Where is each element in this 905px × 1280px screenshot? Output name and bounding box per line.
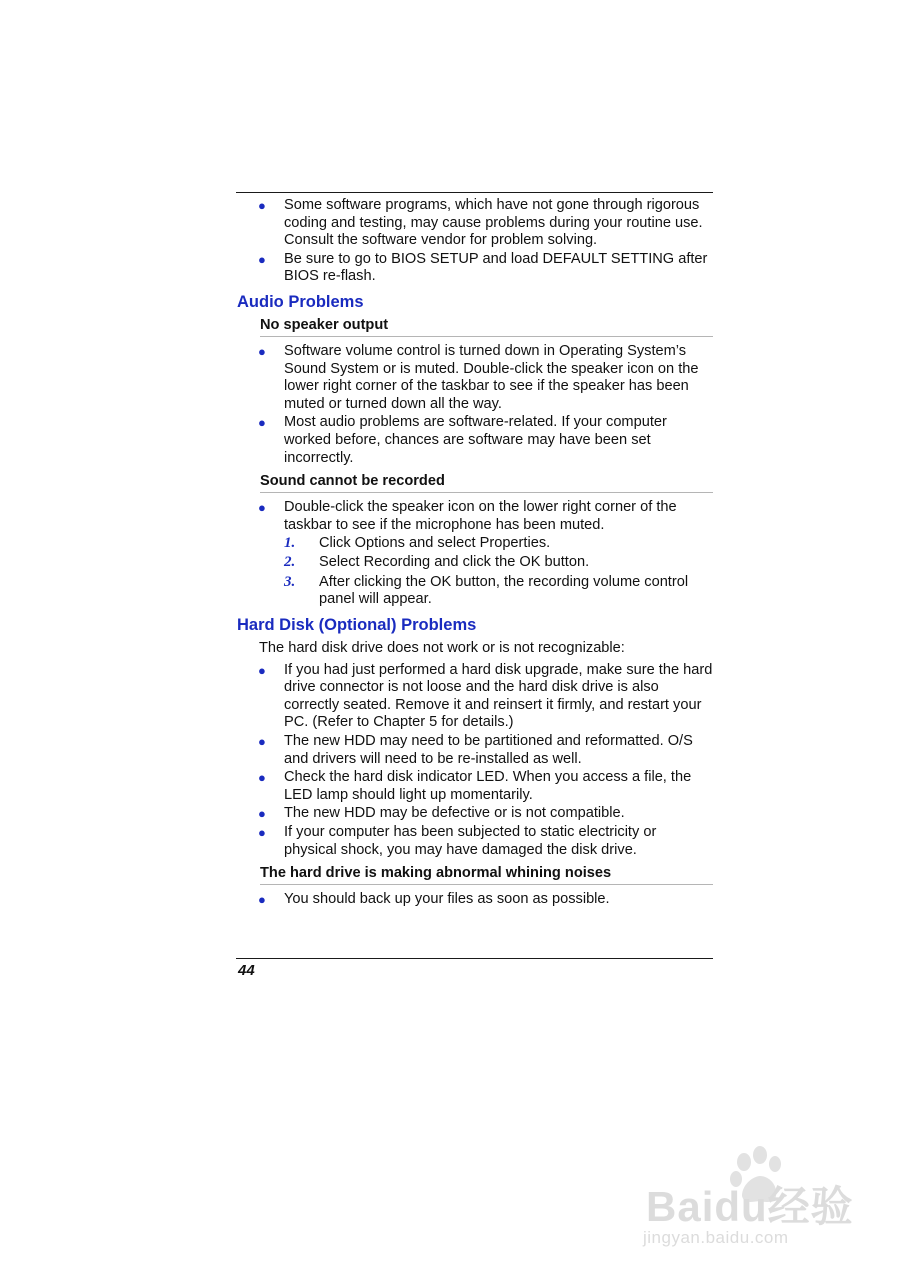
bullet-text: Be sure to go to BIOS SETUP and load DEFAULT SETTING after BIOS re-flash.: [284, 250, 708, 285]
list-item: [236, 824, 713, 859]
step-item: [284, 574, 713, 609]
hard-disk-problems-heading: Hard Disk (Optional) Problems: [237, 615, 477, 634]
bullet-icon: ●: [258, 415, 266, 431]
bullet-icon: ●: [258, 892, 266, 908]
list-item: [236, 805, 713, 823]
audio-problems-heading: Audio Problems: [237, 292, 364, 311]
step-text: Click Options and select Properties.: [319, 535, 551, 552]
no-speaker-bullet-list: [236, 343, 713, 467]
bullet-text: Some software programs, which have not gone through rigorous coding and testing, may cause problems during your routine use. Consult the software vendor for problem solving.: [284, 197, 703, 249]
list-item: [236, 733, 713, 768]
watermark-brand: Baidu经验: [646, 1183, 854, 1230]
step-item: [284, 535, 713, 553]
hdd-bullet-list: [236, 662, 713, 860]
bullet-icon: ●: [258, 500, 266, 516]
bullet-text: The new HDD may be defective or is not compatible.: [284, 805, 625, 822]
bullet-text: Double-click the speaker icon on the lower right corner of the taskbar to see if the microphone has been muted.: [284, 499, 677, 533]
bullet-text: If your computer has been subjected to static electricity or physical shock, you may have damaged the disk drive.: [284, 824, 657, 858]
list-item: [236, 197, 713, 250]
page-content: [236, 197, 713, 910]
list-item: [236, 769, 713, 804]
step-text: After clicking the OK button, the recording volume control panel will appear.: [319, 573, 689, 608]
bullet-icon: ●: [258, 770, 266, 786]
list-item: [236, 499, 713, 534]
bullet-text: Software volume control is turned down in Operating System’s Sound System or is muted. Double-click the speaker icon on the lower right corner of the taskbar to see if the speaker has been muted or turned down all the way.: [284, 342, 699, 412]
baidu-watermark: [640, 1142, 870, 1252]
bullet-icon: ●: [258, 343, 266, 359]
top-rule: [236, 192, 713, 193]
step-number: 3.: [284, 573, 296, 590]
list-item: [236, 251, 713, 286]
hdd-intro-text: The hard disk drive does not work or is not recognizable:: [259, 639, 625, 656]
bullet-icon: ●: [258, 825, 266, 841]
step-text: Select Recording and click the OK button.: [319, 554, 590, 571]
sound-cannot-be-recorded-subheading: Sound cannot be recorded: [260, 472, 713, 493]
bullet-icon: ●: [258, 251, 266, 267]
whining-bullet-list: [236, 891, 713, 909]
bullet-text: If you had just performed a hard disk upgrade, make sure the hard drive connector is not loose and the hard disk drive is also correctly seated. Remove it and reinsert it firmly, and restart your PC. (Refer to Chapter 5 for details.): [284, 661, 713, 731]
bottom-rule: [236, 958, 713, 959]
whining-noise-subheading: The hard drive is making abnormal whining noises: [260, 864, 713, 885]
intro-bullet-list: [236, 197, 713, 286]
no-speaker-output-subheading: No speaker output: [260, 316, 713, 337]
watermark-url: jingyan.baidu.com: [643, 1228, 789, 1247]
bullet-text: The new HDD may need to be partitioned and reformatted. O/S and drivers will need to be re-installed as well.: [284, 733, 693, 767]
bullet-icon: ●: [258, 806, 266, 822]
bullet-icon: ●: [258, 662, 266, 678]
step-item: [284, 554, 713, 572]
list-item: [236, 414, 713, 467]
bullet-icon: ●: [258, 198, 266, 213]
list-item: [236, 891, 713, 909]
bullet-text: Most audio problems are software-related. If your computer worked before, chances are software may have been set incorrectly.: [284, 414, 667, 466]
list-item: [236, 343, 713, 413]
step-number: 2.: [284, 554, 296, 571]
bullet-text: Check the hard disk indicator LED. When you access a file, the LED lamp should light up momentarily.: [284, 769, 692, 803]
bullet-icon: ●: [258, 734, 266, 750]
bullet-text: You should back up your files as soon as possible.: [284, 891, 610, 908]
page-number: 44: [238, 962, 255, 979]
recording-steps-list: [284, 535, 713, 608]
step-number: 1.: [284, 535, 296, 552]
list-item: [236, 662, 713, 732]
cannot-record-bullet-list: [236, 499, 713, 534]
